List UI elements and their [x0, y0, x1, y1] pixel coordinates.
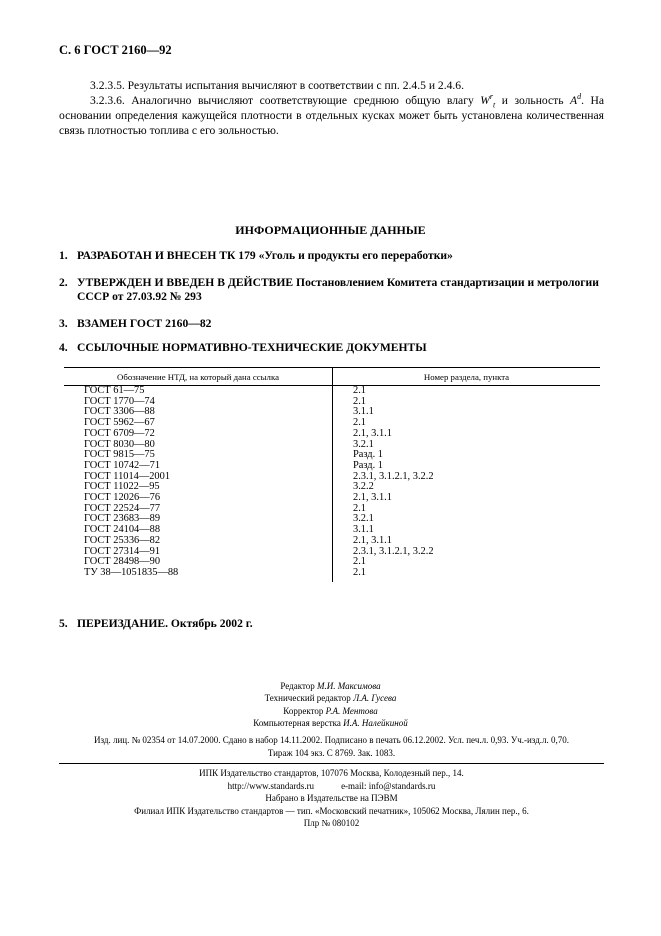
table-cell-section: Разд. 1: [353, 459, 383, 471]
table-cell-doc: ГОСТ 25336—82: [64, 536, 333, 547]
table-cell-doc: ГОСТ 10742—71: [64, 461, 333, 472]
table-cell-doc: ГОСТ 11014—2001: [64, 472, 333, 483]
paragraph-text: и зольность: [501, 94, 564, 107]
imprint-line: Изд. лиц. № 02354 от 14.07.2000. Сдано в набор 14.11.2002. Подписано в печать 06.12.2002. Усл. печ.л. 0,93. Уч.-изд.л. 0,70.: [93, 735, 570, 745]
table-cell-doc: ГОСТ 5962—67: [64, 418, 333, 429]
info-item-4: 4. ССЫЛОЧНЫЕ НОРМАТИВНО-ТЕХНИЧЕСКИЕ ДОКУМЕНТЫ: [59, 341, 427, 354]
publisher-branch: Филиал ИПК Издательство стандартов — тип. «Московский печатник», 105062 Москва, Лялин пер., 6.: [134, 805, 529, 816]
table-cell-section: 3.1.1: [353, 406, 374, 418]
table-cell-section: 3.2.1: [353, 513, 374, 525]
table-cell-section: 2.1, 3.1.1: [353, 427, 392, 439]
table-row: [64, 568, 600, 582]
table-cell-doc: ГОСТ 3306—88: [64, 407, 333, 418]
table-cell-doc: ГОСТ 22524—77: [64, 504, 333, 515]
info-item-3: 3. ВЗАМЕН ГОСТ 2160—82: [59, 317, 212, 330]
table-cell-doc: ГОСТ 11022—95: [64, 482, 333, 493]
publisher-address: ИПК Издательство стандартов, 107076 Москва, Колодезный пер., 14.: [199, 768, 464, 778]
table-cell-section: 2.3.1, 3.1.2.1, 3.2.2: [353, 545, 434, 557]
ntd-reference-table: [64, 367, 600, 582]
credit-tech-editor: Технический редактор Л.А. Гусева: [264, 693, 397, 704]
table-cell-section: 3.1.1: [353, 524, 374, 536]
table-cell-section: 2.1: [353, 556, 366, 568]
table-cell-doc: ГОСТ 6709—72: [64, 429, 333, 440]
info-item-1: 1. РАЗРАБОТАН И ВНЕСЕН ТК 179 «Уголь и продукты его переработки»: [59, 249, 453, 262]
credit-editor: Редактор М.И. Максимова: [280, 681, 381, 691]
credit-layout: Компьютерная верстка И.А. Налейкиной: [253, 718, 408, 729]
publisher-typeset: Набрано в Издательстве на ПЭВМ: [265, 793, 398, 803]
table-cell-doc: ГОСТ 12026—76: [64, 493, 333, 504]
info-item-5: 5. ПЕРЕИЗДАНИЕ. Октябрь 2002 г.: [59, 617, 253, 630]
table-cell-section: 2.3.1, 3.1.2.1, 3.2.2: [353, 470, 434, 482]
info-heading: ИНФОРМАЦИОННЫЕ ДАННЫЕ: [235, 223, 426, 237]
divider: [59, 763, 604, 764]
table-cell-doc: ГОСТ 9815—75: [64, 450, 333, 461]
table-cell-section: 2.1: [353, 566, 366, 578]
table-cell-section: Разд. 1: [353, 449, 383, 461]
table-cell-doc: ГОСТ 27314—91: [64, 547, 333, 558]
table-row: [64, 536, 600, 547]
publisher-block: [59, 767, 604, 830]
table-cell-doc: ГОСТ 23683—89: [64, 514, 333, 525]
table-cell-doc: ГОСТ 8030—80: [64, 440, 333, 451]
publisher-contacts: http://www.standards.ru e-mail: info@standards.ru: [227, 780, 436, 791]
table-header-section: Номер раздела, пункта: [333, 368, 601, 386]
paragraph-text: . На основании определения кажущейся плотности в отдельных кусках может быть установлена количественная связь плотностью топлива с его зольностью.: [59, 94, 605, 137]
table-cell-doc: ГОСТ 61—75: [64, 386, 333, 397]
publisher-license: Плр № 080102: [303, 818, 360, 828]
table-header-doc: Обозначение НТД, на который дана ссылка: [64, 368, 333, 386]
paragraph-3-2-3-6: [59, 93, 604, 138]
table-cell-section: 2.1, 3.1.1: [353, 492, 392, 504]
paragraph-text: 3.2.3.5. Результаты испытания вычисляют в соответствии с пп. 2.4.5 и 2.4.6.: [90, 79, 465, 92]
running-header: С. 6 ГОСТ 2160—92: [59, 43, 172, 57]
imprint-block: [59, 734, 604, 759]
table-cell-section: 3.2.1: [353, 438, 374, 450]
table-cell-doc: ТУ 38—1051835—88: [64, 568, 333, 582]
info-item-2: 2. УТВЕРЖДЕН И ВВЕДЕН В ДЕЙСТВИЕ Постановлением Комитета стандартизации и метрологии СССР от 27.03.92 № 293: [59, 276, 599, 303]
table-cell-section: 3.2.2: [353, 481, 374, 493]
ash-symbol: $A^d$: [570, 92, 582, 107]
table-cell-section: 2.1: [353, 417, 366, 429]
table-row: [64, 429, 600, 440]
paragraph-3-2-3-5: [59, 78, 604, 93]
table-cell-section: 2.1: [353, 395, 366, 407]
table-cell-doc: ГОСТ 1770—74: [64, 397, 333, 408]
table-cell-doc: ГОСТ 24104—88: [64, 525, 333, 536]
moisture-symbol: $W^r_t$: [480, 92, 496, 110]
credit-corrector: Корректор Р.А. Ментова: [283, 705, 378, 716]
table-cell-section: 2.1: [353, 385, 366, 396]
paragraph-text: 3.2.3.6. Аналогично вычисляют соответствующие среднюю общую влагу: [90, 94, 474, 107]
table-cell-section: 2.1, 3.1.1: [353, 534, 392, 546]
credits-block: [0, 680, 661, 730]
table-cell-section: 2.1: [353, 502, 366, 514]
imprint-line: Тираж 104 экз. С 8769. Зак. 1083.: [267, 747, 396, 758]
table-cell-doc: ГОСТ 28498—90: [64, 557, 333, 568]
